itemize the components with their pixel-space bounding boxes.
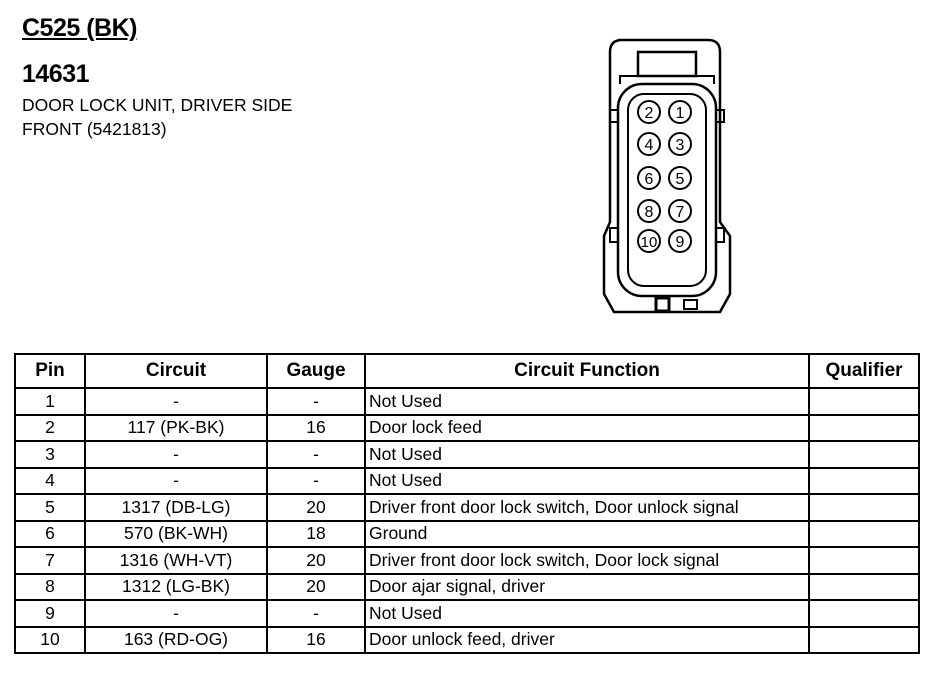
gauge-cell: 16 bbox=[267, 627, 365, 654]
pin-cavity bbox=[638, 167, 660, 189]
table-header-row bbox=[15, 354, 919, 388]
function-cell: Door unlock feed, driver bbox=[365, 627, 809, 654]
pin-number-label: 10 bbox=[640, 234, 658, 251]
function-cell: Not Used bbox=[365, 600, 809, 627]
pin-cell: 10 bbox=[15, 627, 85, 654]
function-cell: Door ajar signal, driver bbox=[365, 574, 809, 601]
table-row bbox=[15, 468, 919, 495]
circuit-cell: 1312 (LG-BK) bbox=[85, 574, 267, 601]
connector-face-diagram bbox=[596, 32, 736, 322]
connector-latch-slot bbox=[684, 300, 697, 309]
component-description-line2: FRONT (5421813) bbox=[22, 119, 167, 139]
circuit-cell: - bbox=[85, 600, 267, 627]
pin-number-label: 1 bbox=[675, 105, 685, 122]
table-row bbox=[15, 574, 919, 601]
pin-cell: 9 bbox=[15, 600, 85, 627]
gauge-cell: - bbox=[267, 600, 365, 627]
column-header-gauge: Gauge bbox=[267, 354, 365, 388]
pin-cavity bbox=[669, 200, 691, 222]
pin-cavity bbox=[638, 133, 660, 155]
connector-latch-square bbox=[656, 298, 669, 311]
pin-cell: 8 bbox=[15, 574, 85, 601]
function-cell: Driver front door lock switch, Door lock signal bbox=[365, 547, 809, 574]
gauge-cell: - bbox=[267, 388, 365, 415]
column-header-circuit-function: Circuit Function bbox=[365, 354, 809, 388]
gauge-cell: 20 bbox=[267, 574, 365, 601]
function-cell: Not Used bbox=[365, 388, 809, 415]
pin-number-label: 8 bbox=[644, 204, 654, 221]
column-header-pin: Pin bbox=[15, 354, 85, 388]
pin-cell: 3 bbox=[15, 441, 85, 468]
connector-cavity-outer bbox=[618, 84, 716, 296]
circuit-cell: 163 (RD-OG) bbox=[85, 627, 267, 654]
table-row bbox=[15, 521, 919, 548]
function-cell: Driver front door lock switch, Door unlock signal bbox=[365, 494, 809, 521]
table-row bbox=[15, 388, 919, 415]
qualifier-cell bbox=[809, 388, 919, 415]
gauge-cell: 20 bbox=[267, 547, 365, 574]
qualifier-cell bbox=[809, 547, 919, 574]
function-cell: Not Used bbox=[365, 441, 809, 468]
qualifier-cell bbox=[809, 494, 919, 521]
table-row bbox=[15, 547, 919, 574]
component-description-line1: DOOR LOCK UNIT, DRIVER SIDE bbox=[22, 95, 293, 115]
qualifier-cell bbox=[809, 627, 919, 654]
pin-number-label: 5 bbox=[675, 171, 685, 188]
circuit-cell: 570 (BK-WH) bbox=[85, 521, 267, 548]
pin-cell: 5 bbox=[15, 494, 85, 521]
table-row bbox=[15, 494, 919, 521]
connector-id: C525 (BK) bbox=[22, 14, 137, 42]
function-cell: Not Used bbox=[365, 468, 809, 495]
column-header-qualifier: Qualifier bbox=[809, 354, 919, 388]
qualifier-cell bbox=[809, 441, 919, 468]
qualifier-cell bbox=[809, 600, 919, 627]
qualifier-cell bbox=[809, 468, 919, 495]
table-row bbox=[15, 415, 919, 442]
connector-cavity-inner bbox=[628, 94, 706, 286]
pin-number-label: 3 bbox=[675, 137, 685, 154]
pin-cell: 1 bbox=[15, 388, 85, 415]
gauge-cell: 18 bbox=[267, 521, 365, 548]
pin-cavity bbox=[669, 133, 691, 155]
gauge-cell: 16 bbox=[267, 415, 365, 442]
connector-housing-outline bbox=[604, 40, 730, 312]
pin-cavity bbox=[638, 200, 660, 222]
part-number: 14631 bbox=[22, 60, 90, 88]
gauge-cell: - bbox=[267, 468, 365, 495]
circuit-cell: 1316 (WH-VT) bbox=[85, 547, 267, 574]
qualifier-cell bbox=[809, 574, 919, 601]
pin-cell: 4 bbox=[15, 468, 85, 495]
pin-cell: 2 bbox=[15, 415, 85, 442]
pin-cavity bbox=[669, 101, 691, 123]
circuit-cell: 117 (PK-BK) bbox=[85, 415, 267, 442]
gauge-cell: 20 bbox=[267, 494, 365, 521]
table-row bbox=[15, 441, 919, 468]
qualifier-cell bbox=[809, 521, 919, 548]
table-row bbox=[15, 627, 919, 654]
pin-cavity bbox=[669, 167, 691, 189]
pin-cavity bbox=[638, 101, 660, 123]
pin-number-label: 7 bbox=[675, 204, 685, 221]
circuit-cell: - bbox=[85, 468, 267, 495]
pin-number-label: 4 bbox=[644, 137, 654, 154]
pin-cavity bbox=[638, 230, 660, 252]
circuit-cell: - bbox=[85, 388, 267, 415]
gauge-cell: - bbox=[267, 441, 365, 468]
pin-number-label: 9 bbox=[675, 234, 685, 251]
pin-cell: 6 bbox=[15, 521, 85, 548]
pin-number-label: 2 bbox=[644, 105, 654, 122]
pin-cavity bbox=[669, 230, 691, 252]
pin-assignment-table bbox=[14, 353, 920, 654]
connector-lock-tab bbox=[638, 52, 696, 76]
function-cell: Ground bbox=[365, 521, 809, 548]
pin-cell: 7 bbox=[15, 547, 85, 574]
pin-number-label: 6 bbox=[644, 171, 654, 188]
function-cell: Door lock feed bbox=[365, 415, 809, 442]
circuit-cell: - bbox=[85, 441, 267, 468]
table-row bbox=[15, 600, 919, 627]
column-header-circuit: Circuit bbox=[85, 354, 267, 388]
qualifier-cell bbox=[809, 415, 919, 442]
circuit-cell: 1317 (DB-LG) bbox=[85, 494, 267, 521]
